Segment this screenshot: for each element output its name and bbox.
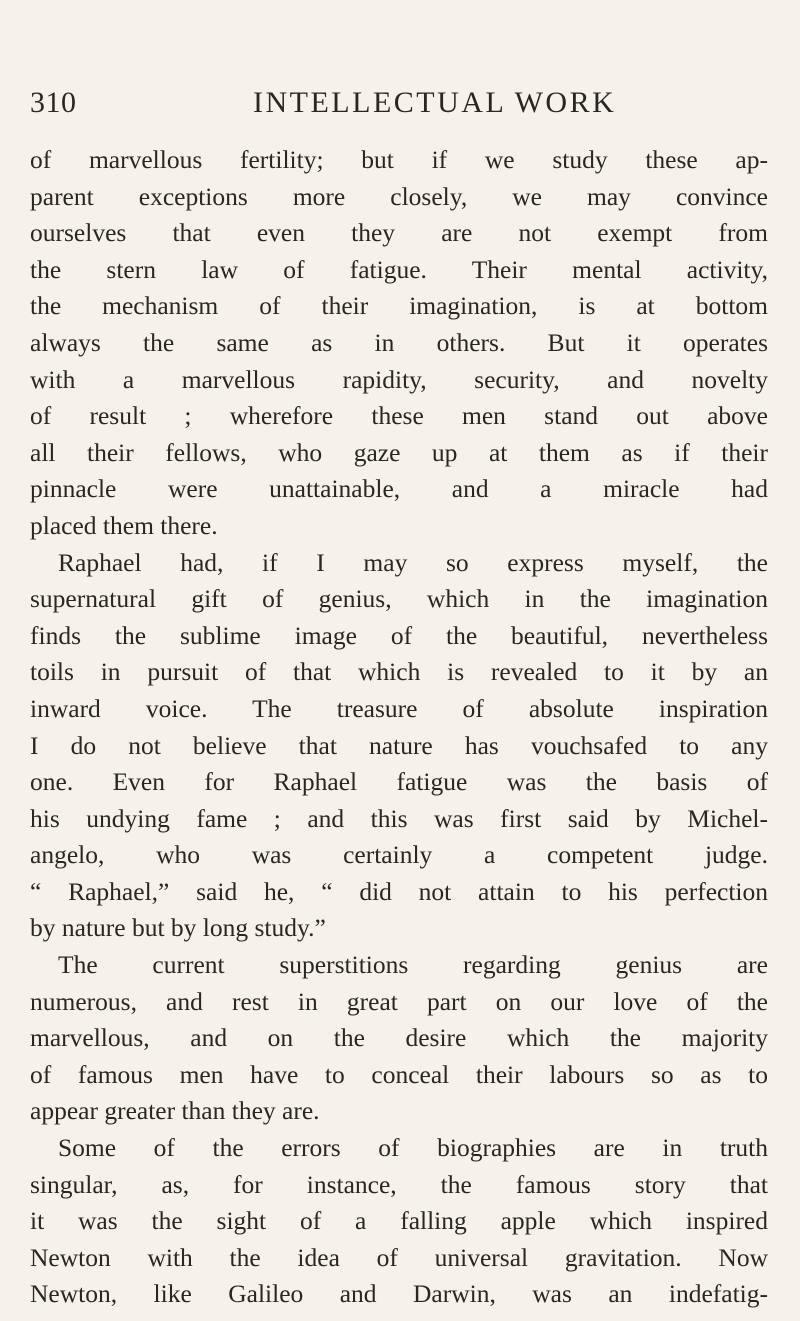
text-line: finds the sublime image of the beautiful, nevertheless <box>30 620 768 650</box>
text-line: the stern law of fatigue. Their mental activity, <box>30 254 768 284</box>
text-line: by nature but by long study.” <box>30 913 326 943</box>
text-line: placed them there. <box>30 510 218 540</box>
text-line: all their fellows, who gaze up at them as if their <box>30 437 768 467</box>
text-line: The current superstitions regarding genius are <box>58 950 768 980</box>
text-line: parent exceptions more closely, we may convince <box>30 181 768 211</box>
text-line: Raphael had, if I may so express myself, the <box>58 547 768 577</box>
text-line: ourselves that even they are not exempt from <box>30 218 768 248</box>
text-line: Some of the errors of biographies are in truth <box>58 1133 768 1163</box>
text-line: “ Raphael,” said he, “ did not attain to his perfection <box>30 876 768 906</box>
page-number: 310 <box>30 86 77 119</box>
text-line: toils in pursuit of that which is revealed to it by an <box>30 657 768 687</box>
text-line: angelo, who was certainly a competent judge. <box>30 840 768 870</box>
text-line: numerous, and rest in great part on our love of the <box>30 986 768 1016</box>
text-line: the mechanism of their imagination, is at bottom <box>30 291 768 321</box>
text-line: of marvellous fertility; but if we study these ap- <box>30 145 768 174</box>
body-text <box>30 142 768 1313</box>
text-line: of famous men have to conceal their labours so as to <box>30 1059 768 1089</box>
text-line: with a marvellous rapidity, security, and novelty <box>30 364 768 394</box>
text-line: pinnacle were unattainable, and a miracle had <box>30 474 768 504</box>
text-line: one. Even for Raphael fatigue was the basis of <box>30 767 768 797</box>
text-line: always the same as in others. But it operates <box>30 327 768 357</box>
text-line: Newton, like Galileo and Darwin, was an indefatig- <box>30 1279 768 1309</box>
text-line: I do not believe that nature has vouchsafed to any <box>30 730 768 760</box>
text-line: Newton with the idea of universal gravitation. Now <box>30 1242 768 1272</box>
running-title: INTELLECTUAL WORK <box>253 86 617 119</box>
text-line: inward voice. The treasure of absolute inspiration <box>30 693 768 723</box>
text-line: appear greater than they are. <box>30 1096 320 1126</box>
text-line: it was the sight of a falling apple which inspired <box>30 1206 768 1236</box>
text-line: of result ; wherefore these men stand out above <box>30 401 768 431</box>
text-line: marvellous, and on the desire which the majority <box>30 1023 768 1053</box>
text-line: singular, as, for instance, the famous story that <box>30 1169 768 1199</box>
running-head <box>0 86 800 130</box>
text-line: his undying fame ; and this was first said by Michel- <box>30 803 768 833</box>
text-line: supernatural gift of genius, which in the imagination <box>30 584 768 614</box>
